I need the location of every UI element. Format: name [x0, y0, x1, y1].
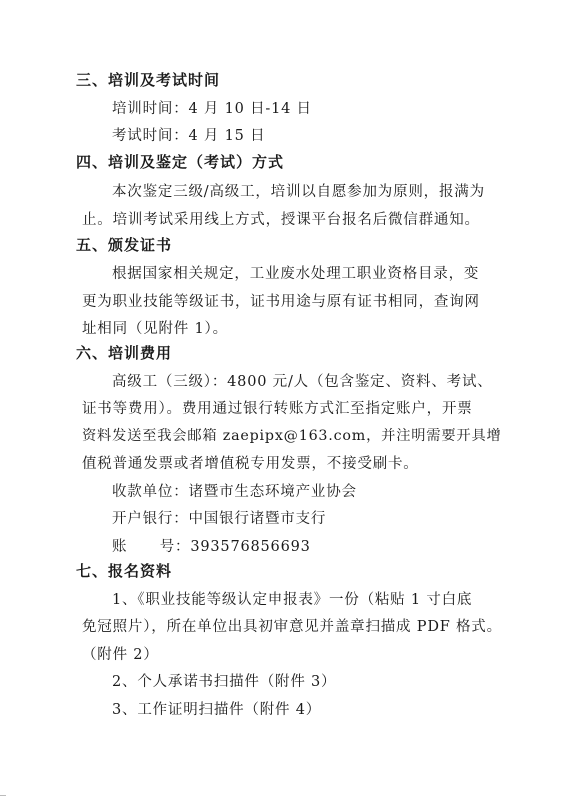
bank-line: 开户银行：中国银行诸暨市支行	[112, 511, 327, 527]
section-7-heading: 七、报名资料	[76, 562, 173, 580]
section-6-line-1: 高级工（三级）：4800 元/人（包含鉴定、资料、考试、	[112, 374, 493, 390]
section-6-line-3: 资料发送至我会邮箱 zaepipx@163.com，并注明需要开具增	[82, 428, 502, 444]
section-5-line-1: 根据国家相关规定，工业废水处理工职业资格目录，变	[112, 266, 480, 282]
section-6-line-2: 证书等费用）。费用通过银行转账方式汇至指定账户，开票	[82, 401, 473, 417]
section-4-line-1: 本次鉴定三级/高级工，培训以自愿参加为原则，报满为	[112, 184, 485, 200]
section-7-line-5: 3、工作证明扫描件（附件 4）	[112, 702, 322, 718]
scan-edge-mark	[0, 795, 6, 800]
training-time-line: 培训时间：4 月 10 日-14 日	[112, 101, 312, 117]
section-6-heading: 六、培训费用	[76, 344, 173, 362]
section-7-line-2: 免冠照片），所在单位出具初审意见并盖章扫描成 PDF 格式。	[82, 619, 502, 635]
section-5-heading: 五、颁发证书	[76, 236, 173, 254]
section-4-line-2: 止。培训考试采用线上方式，授课平台报名后微信群通知。	[82, 212, 480, 228]
section-7-line-4: 2、个人承诺书扫描件（附件 3）	[112, 674, 337, 690]
section-5-line-2: 更为职业技能等级证书，证书用途与原有证书相同，查询网	[82, 294, 480, 310]
exam-time-line: 考试时间：4 月 15 日	[112, 128, 266, 144]
account-number-line: 账 号：393576856693	[112, 539, 311, 555]
section-4-heading: 四、培训及鉴定（考试）方式	[76, 153, 285, 171]
section-7-line-3: （附件 2）	[82, 647, 159, 663]
payee-line: 收款单位：诸暨市生态环境产业协会	[112, 484, 357, 500]
section-7-line-1: 1、《职业技能等级认定申报表》一份（粘贴 1 寸白底	[112, 592, 473, 608]
section-3-heading: 三、培训及考试时间	[76, 71, 221, 89]
section-6-line-4: 值税普通发票或者增值税专用发票，不接受刷卡。	[82, 456, 419, 472]
section-5-line-3: 址相同（见附件 1）。	[82, 321, 228, 337]
